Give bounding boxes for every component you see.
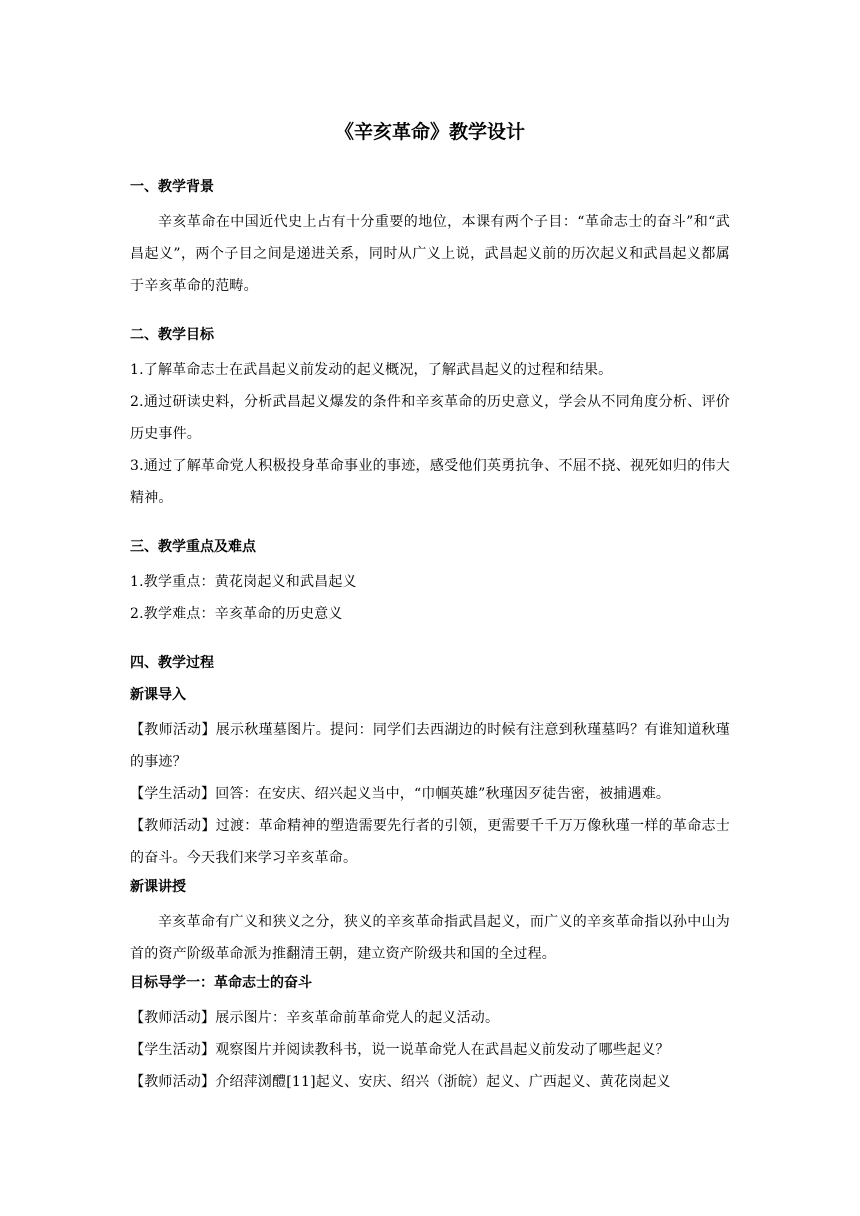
list-item: 3.通过了解革命党人积极投身革命事业的事迹，感受他们英勇抗争、不屈不挠、视死如归的伟大精神。 xyxy=(130,458,730,506)
section-process xyxy=(130,650,730,1098)
activity-item: 【学生活动】回答：在安庆、绍兴起义当中，“巾帼英雄”秋瑾因歹徒告密，被捕遇难。 xyxy=(130,786,671,802)
section-heading: 二、教学目标 xyxy=(130,327,214,343)
section-focus xyxy=(130,534,730,630)
section-goals xyxy=(130,322,730,514)
activity-item: 【教师活动】介绍萍浏醴[11]起义、安庆、绍兴（浙皖）起义、广西起义、黄花岗起义 xyxy=(130,1074,671,1090)
section-heading: 三、教学重点及难点 xyxy=(130,539,256,555)
subsection-heading: 新课导入 xyxy=(130,687,186,703)
paragraph: 辛亥革命在中国近代史上占有十分重要的地位，本课有两个子目：“革命志士的奋斗”和“武昌起义”，两个子目之间是递进关系，同时从广义上说，武昌起义前的历次起义和武昌起义都属于辛亥革命的范畴。 xyxy=(130,214,730,294)
list-item: 2.教学难点：辛亥革命的历史意义 xyxy=(130,606,343,622)
subsection-heading: 新课讲授 xyxy=(130,879,186,895)
section-background xyxy=(130,174,730,302)
activity-item: 【教师活动】展示图片：辛亥革命前革命党人的起义活动。 xyxy=(130,1010,500,1026)
activity-item: 【教师活动】过渡：革命精神的塑造需要先行者的引领，更需要千千万万像秋瑾一样的革命志士的奋斗。今天我们来学习辛亥革命。 xyxy=(130,818,730,866)
paragraph: 辛亥革命有广义和狭义之分，狭义的辛亥革命指武昌起义，而广义的辛亥革命指以孙中山为首的资产阶级革命派为推翻清王朝，建立资产阶级共和国的全过程。 xyxy=(130,914,730,962)
list-item: 1.了解革命志士在武昌起义前发动的起义概况，了解武昌起义的过程和结果。 xyxy=(130,362,613,378)
activity-item: 【教师活动】展示秋瑾墓图片。提问：同学们去西湖边的时候有注意到秋瑾墓吗？有谁知道秋瑾的事迹？ xyxy=(130,722,730,770)
section-heading: 一、教学背景 xyxy=(130,179,214,195)
list-item: 2.通过研读史料，分析武昌起义爆发的条件和辛亥革命的历史意义，学会从不同角度分析、评价历史事件。 xyxy=(130,394,730,442)
section-heading: 四、教学过程 xyxy=(130,655,214,671)
subsection-heading: 目标导学一：革命志士的奋斗 xyxy=(130,975,312,991)
activity-item: 【学生活动】观察图片并阅读教科书，说一说革命党人在武昌起义前发动了哪些起义？ xyxy=(130,1042,670,1058)
document-title: 《辛亥革命》教学设计 xyxy=(334,121,525,143)
document-body xyxy=(130,174,730,1098)
list-item: 1.教学重点：黄花岗起义和武昌起义 xyxy=(130,574,357,590)
